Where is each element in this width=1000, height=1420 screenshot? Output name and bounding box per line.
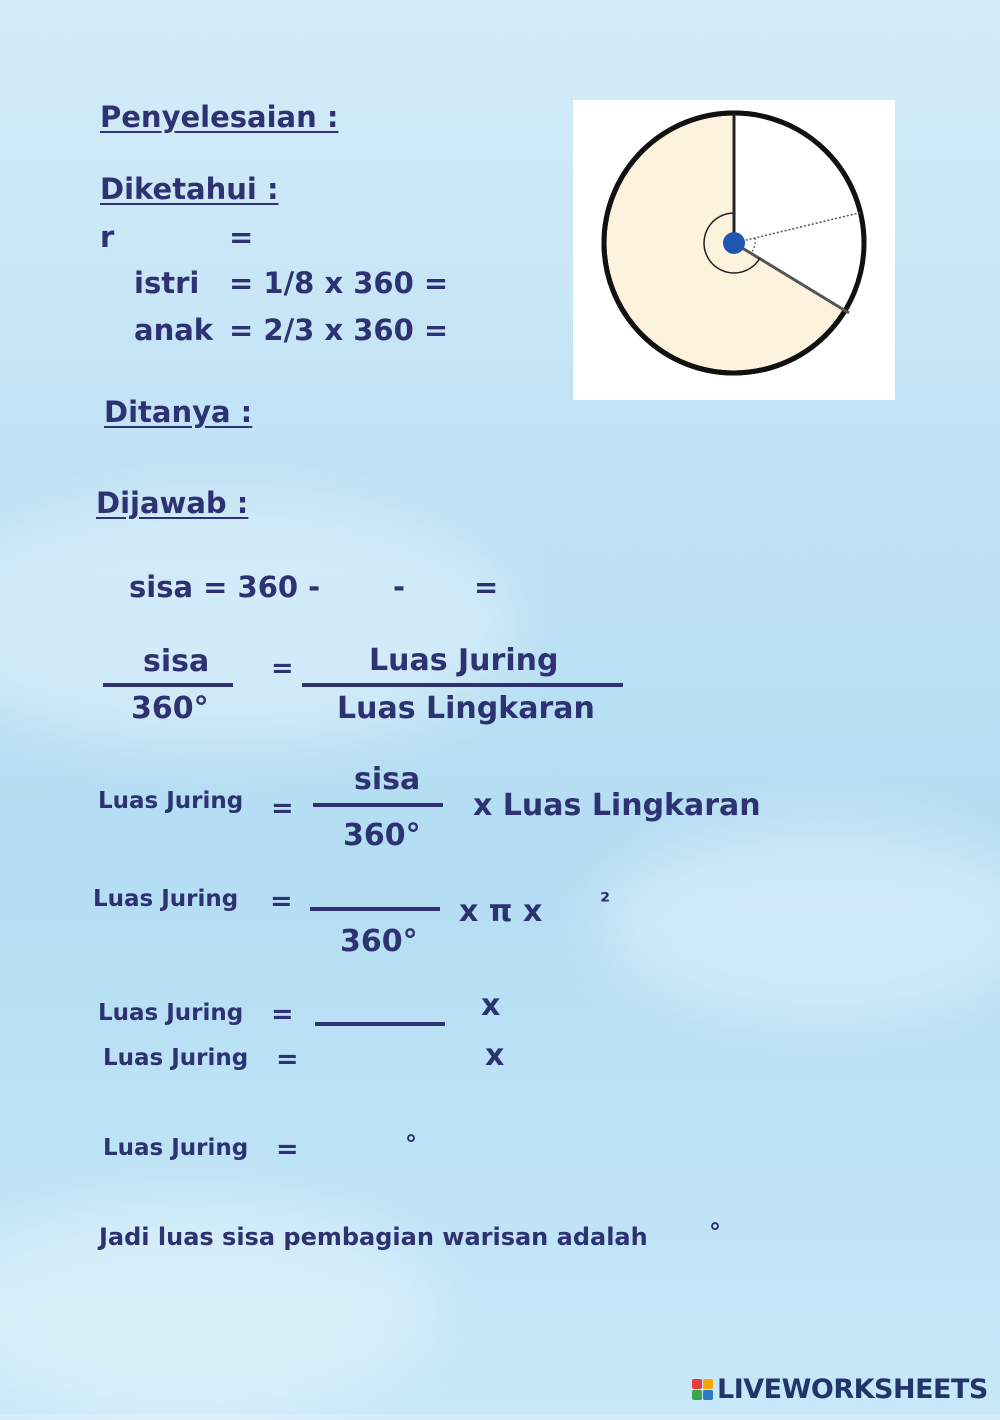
sisa-equals: = (474, 570, 499, 604)
sisa-equation: sisa = 360 - (129, 570, 321, 604)
step1-numerator: sisa (354, 762, 421, 797)
fraction-bar (315, 1022, 445, 1026)
ditanya-heading: Ditanya : (104, 395, 253, 429)
step2-denominator: 360° (340, 924, 418, 959)
liveworksheets-logo-text: LIVEWORKSHEETS (717, 1374, 988, 1405)
step3-times: x (481, 988, 501, 1023)
proportion-right-numerator: Luas Juring (369, 643, 559, 678)
anak-label: anak (134, 313, 214, 347)
step1-times-luas-lingkaran: x Luas Lingkaran (473, 788, 761, 823)
proportion-equals: = (271, 653, 294, 684)
sisa-minus: - (393, 570, 406, 604)
luas-juring-label: Luas Juring (98, 1000, 244, 1026)
proportion-right-denominator: Luas Lingkaran (337, 691, 595, 726)
step1-denominator: 360° (343, 818, 421, 853)
fraction-bar (313, 803, 443, 807)
dijawab-heading: Dijawab : (96, 486, 249, 520)
luas-juring-label: Luas Juring (98, 788, 244, 814)
liveworksheets-logo (692, 1374, 988, 1405)
fraction-bar (103, 683, 233, 687)
proportion-left-denominator: 360° (131, 691, 209, 726)
background-cloud (600, 820, 1000, 1020)
conclusion-text: Jadi luas sisa pembagian warisan adalah (99, 1223, 648, 1251)
fraction-bar (310, 907, 440, 911)
penyelesaian-heading: Penyelesaian : (100, 100, 339, 134)
istri-value: = 1/8 x 360 = (229, 266, 449, 300)
step2-equals: = (270, 886, 293, 917)
step2-times-pi: x π x (459, 894, 543, 929)
diketahui-heading: Diketahui : (100, 172, 279, 206)
pie-circle-icon (573, 100, 895, 400)
step5-equals: = (276, 1134, 299, 1165)
istri-label: istri (134, 266, 200, 300)
step1-equals: = (271, 793, 294, 824)
step2-squared: ² (600, 889, 611, 915)
step5-degree: ° (405, 1130, 417, 1158)
proportion-left-numerator: sisa (143, 644, 210, 679)
r-label: r (100, 220, 115, 254)
luas-juring-label: Luas Juring (103, 1045, 249, 1071)
fraction-bar (302, 683, 623, 687)
circle-diagram (573, 100, 895, 400)
step4-equals: = (276, 1044, 299, 1075)
liveworksheets-logo-icon (692, 1379, 713, 1400)
luas-juring-label: Luas Juring (103, 1135, 249, 1161)
luas-juring-label: Luas Juring (93, 886, 239, 912)
r-equals: = (229, 220, 254, 254)
anak-value: = 2/3 x 360 = (229, 313, 449, 347)
step4-times: x (485, 1038, 505, 1073)
conclusion-degree: ° (709, 1218, 721, 1246)
step3-equals: = (271, 999, 294, 1030)
